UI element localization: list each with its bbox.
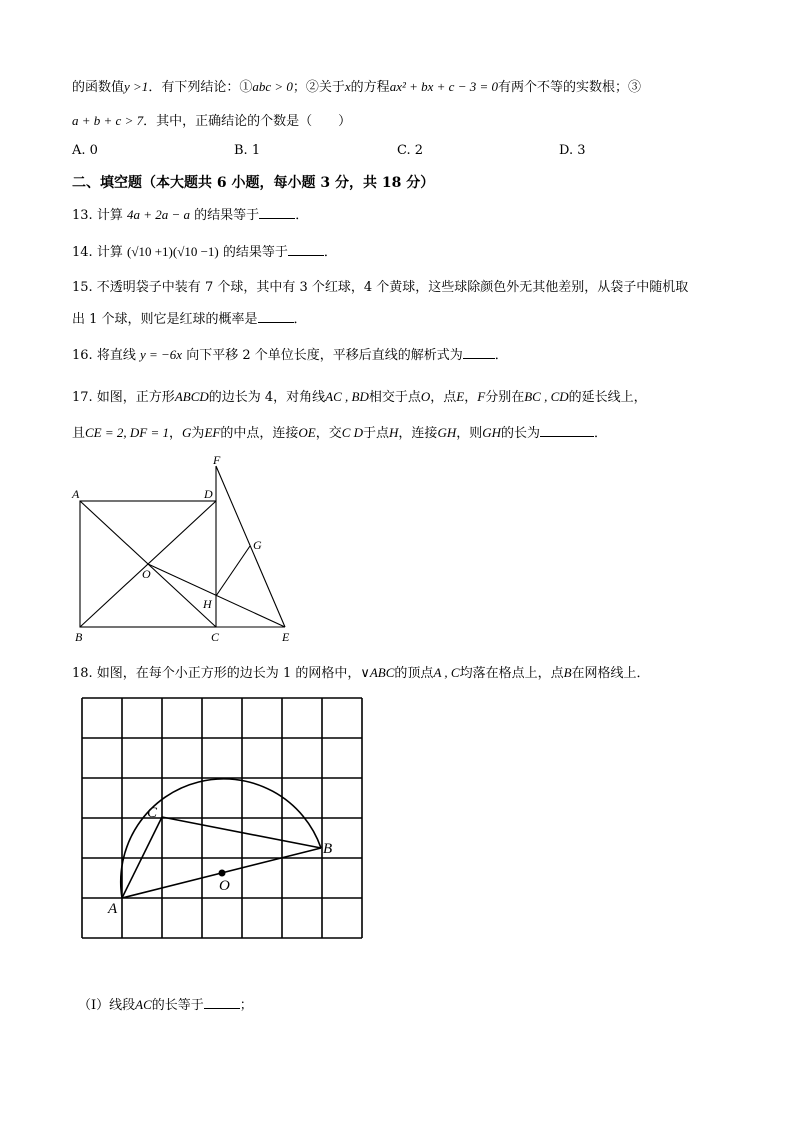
option-d: D. 3 (559, 143, 586, 158)
segment-gh (216, 546, 250, 596)
question-15-line1: 15. 不透明袋子中装有 7 个球，其中有 3 个红球，4 个黄球，这些球除颜色外无其他差别，从袋子中随机取 (72, 280, 689, 295)
math-abc: abc > 0 (252, 79, 293, 94)
label-C: C (211, 630, 220, 644)
label-D: D (204, 487, 213, 501)
label-B: B (75, 630, 83, 644)
math-expr: (√10 +1)(√10 −1) (126, 244, 219, 259)
answer-blank[interactable] (540, 424, 594, 437)
label-E: E (282, 630, 290, 644)
label-F: F (213, 453, 221, 467)
q12-line2: a + b + c > 7．其中，正确结论的个数是（ ） (72, 113, 352, 129)
question-18: 18. 如图，在每个小正方形的边长为 1 的网格中，∨ABC的顶点A , C均落在格点上，点B在网格线上． (72, 665, 650, 681)
section-title: 二、填空题（本大题共 6 小题，每小题 3 分，共 18 分） (72, 175, 435, 191)
center-point-o (219, 870, 226, 877)
question-15-line2: 出 1 个球，则它是红球的概率是 ． (72, 312, 307, 327)
answer-blank[interactable] (204, 996, 240, 1009)
question-16: 16. 将直线 y = −6x 向下平移 2 个单位长度，平移后直线的解析式为 ． (72, 347, 508, 363)
math-expr: y = −6x (139, 347, 183, 362)
math-sum: a + b + c > 7 (72, 113, 144, 128)
answer-blank[interactable] (259, 206, 295, 219)
segment-fe (216, 466, 285, 627)
label-G: G (253, 538, 262, 552)
question-18-part1: （Ⅰ）线段AC的长等于 ； (78, 997, 253, 1013)
option-a: A. 0 (72, 143, 98, 158)
label-O: O (219, 878, 230, 894)
grid (82, 698, 362, 938)
label-B: B (323, 841, 333, 857)
label-C: C (147, 805, 158, 821)
label-O: O (142, 567, 151, 581)
question-17-line1: 17. 如图，正方形ABCD的边长为 4，对角线AC , BD相交于点O，点E，F分别在BC , CD的延长线上， (72, 389, 647, 405)
label-H: H (203, 597, 212, 611)
answer-blank[interactable] (258, 310, 294, 323)
answer-blank[interactable] (288, 243, 324, 256)
q17-square-figure (60, 450, 310, 650)
answer-blank[interactable] (463, 346, 495, 359)
option-b: B. 1 (234, 143, 261, 158)
question-13: 13. 计算 4a + 2a − a 的结果等于 ． (72, 207, 309, 223)
q18-grid-figure (80, 696, 370, 946)
math-condition: y >1 (124, 79, 149, 94)
math-expr: 4a + 2a − a (126, 207, 191, 222)
math-equation: ax² + bx + c − 3 = 0 (389, 79, 498, 94)
question-17-line2: 且CE = 2, DF = 1，G为EF的中点，连接OE，交C D于点H，连接GH，则GH的长为 ． (72, 425, 608, 441)
label-A: A (108, 901, 118, 917)
option-c: C. 2 (397, 143, 424, 158)
question-14: 14. 计算 (√10 +1)(√10 −1) 的结果等于 ． (72, 244, 337, 260)
q12-line1: 的函数值y >1．有下列结论：①abc > 0；②关于x的方程ax² + bx + c − 3 = 0有两个不等的实数根；③ (72, 79, 642, 95)
label-A: A (72, 487, 80, 501)
